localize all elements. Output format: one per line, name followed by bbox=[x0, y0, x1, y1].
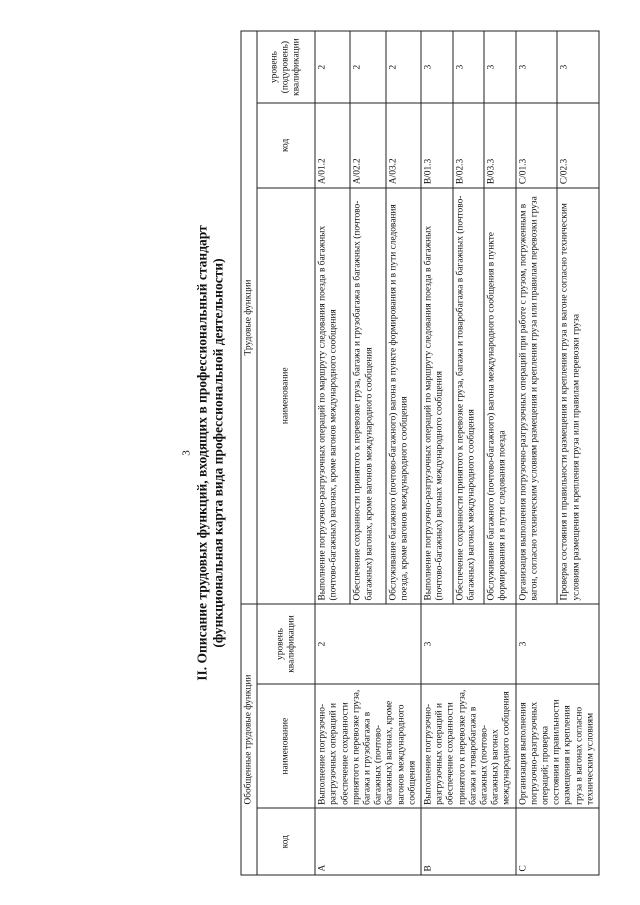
header-generalized: Обобщенные трудовые функции bbox=[241, 604, 257, 875]
function-sublevel: 2 bbox=[385, 31, 420, 103]
group-name: Выполнение погрузочно-разгрузочных операций и обеспечение сохранности принятого к перевозке груза, багажа и товаробагажа в багажных (почтово-багажных) вагонах международного сообщения bbox=[421, 684, 516, 808]
function-code: B/03.3 bbox=[484, 103, 516, 187]
group-name: Организация выполнения погрузочно-разгрузочных операций; проверка состояния и правильности размещения и крепления груза в вагонах согласно техническим условиям bbox=[515, 684, 598, 808]
function-code: A/02.2 bbox=[350, 103, 385, 187]
page-number: 3 bbox=[180, 449, 192, 456]
header-row-1 bbox=[241, 31, 257, 875]
section-heading bbox=[194, 30, 226, 875]
function-name: Выполнение погрузочно-разгрузочных операций по маршруту следования поезда в багажных (почтово-багажных) вагонах международного сообщения bbox=[421, 187, 453, 603]
function-sublevel: 3 bbox=[421, 31, 453, 103]
group-code: C bbox=[515, 808, 598, 875]
function-name: Обслуживание багажного (почтово-багажного) вагона в пункте формирования и в пути следования поезда, кроме вагонов международного сообщения bbox=[385, 187, 420, 603]
function-sublevel: 3 bbox=[484, 31, 516, 103]
function-code: A/01.2 bbox=[315, 103, 350, 187]
function-code: C/01.3 bbox=[515, 103, 557, 187]
function-name: Обслуживание багажного (почтово-багажного) вагона международного сообщения в пункте формирования и в пути следования поезда bbox=[484, 187, 516, 603]
function-name: Обеспечение сохранности принятого к перевозке груза, багажа и товаробагажа в багажных (почтово-багажных) вагонах международного сообщения bbox=[452, 187, 484, 603]
group-level: 2 bbox=[315, 604, 421, 684]
header-code-2: код bbox=[257, 103, 315, 187]
rotated-sheet bbox=[180, 30, 640, 875]
header-level: уровень квалификации bbox=[257, 604, 315, 684]
header-labor: Трудовые функции bbox=[241, 31, 257, 604]
heading-line-1: II. Описание трудовых функций, входящих в профессиональный стандарт bbox=[194, 224, 209, 681]
header-row-2 bbox=[257, 31, 315, 875]
function-sublevel: 3 bbox=[557, 31, 599, 103]
table-row bbox=[421, 31, 453, 875]
heading-line-2: (функциональная карта вида профессиональной деятельности) bbox=[210, 257, 225, 648]
group-code: B bbox=[421, 808, 516, 875]
group-level: 3 bbox=[515, 604, 598, 684]
function-code: B/02.3 bbox=[452, 103, 484, 187]
function-code: B/01.3 bbox=[421, 103, 453, 187]
function-name: Обеспечение сохранности принятого к перевозке груза, багажа и грузобагажа в багажных (почтово-багажных) вагонах, кроме вагонов международного сообщения bbox=[350, 187, 385, 603]
function-sublevel: 3 bbox=[452, 31, 484, 103]
function-sublevel: 2 bbox=[350, 31, 385, 103]
function-code: C/02.3 bbox=[557, 103, 599, 187]
function-name: Выполнение погрузочно-разгрузочных операций по маршруту следования поезда в багажных (почтово-багажных) вагонах, кроме вагонов международного сообщения bbox=[315, 187, 350, 603]
function-code: A/03.2 bbox=[385, 103, 420, 187]
group-level: 3 bbox=[421, 604, 516, 684]
header-code: код bbox=[257, 808, 315, 875]
function-sublevel: 3 bbox=[515, 31, 557, 103]
header-name-2: наименование bbox=[257, 187, 315, 603]
function-sublevel: 2 bbox=[315, 31, 350, 103]
table-row bbox=[515, 31, 557, 875]
function-name: Проверка состояния и правильности размещения и крепления груза в вагоне согласно техническим условиям размещения и крепления груза или правилам перевозки груза bbox=[557, 187, 599, 603]
functions-table bbox=[240, 30, 599, 875]
header-sublevel: уровень (подуровень) квалификации bbox=[257, 31, 315, 103]
function-name: Организация выполнения погрузочно-разгрузочных операций при работе с грузом, погруженным в вагон, согласно техническим условиям размещения и крепления груза или правилам перевозки груза bbox=[515, 187, 557, 603]
table-row bbox=[315, 31, 350, 875]
header-name: наименование bbox=[257, 684, 315, 808]
group-name: Выполнение погрузочно-разгрузочных операций и обеспечение сохранности принятого к перевозке груза, багажа и грузобагажа в багажных (почтово-багажных) вагонах, кроме вагонов международного сообщения bbox=[315, 684, 421, 808]
group-code: A bbox=[315, 808, 421, 875]
